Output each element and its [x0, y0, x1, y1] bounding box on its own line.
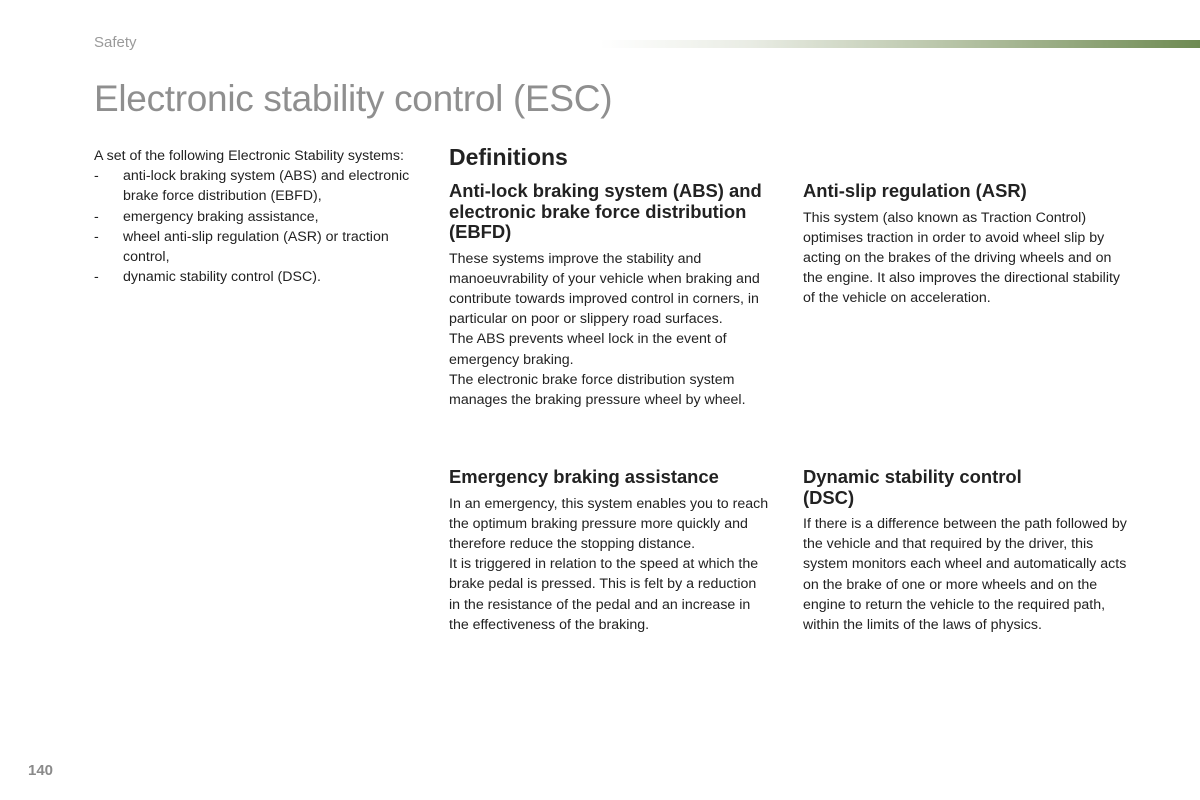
page-title: Electronic stability control (ESC)	[94, 78, 613, 119]
abs-paragraph: These systems improve the stability and manoeuvrability of your vehicle when braking and contribute towards improved control in corners, in particular on poor or slippery road surfaces.	[449, 250, 760, 328]
dsc-title: Dynamic stability control (DSC)	[803, 466, 1022, 508]
asr-definition	[803, 181, 1129, 309]
list-bullet: -	[94, 269, 99, 286]
list-item	[94, 267, 424, 287]
abs-paragraph: The electronic brake force distribution system manages the braking pressure wheel by wheel.	[449, 371, 746, 408]
abs-definition	[449, 181, 771, 410]
header-accent-bar	[600, 40, 1200, 48]
list-bullet: -	[94, 208, 99, 225]
section-label: Safety	[94, 34, 137, 51]
intro-column	[94, 146, 424, 287]
list-bullet: -	[94, 228, 99, 245]
list-item-text: dynamic stability control (DSC).	[123, 269, 321, 286]
abs-title: Anti-lock braking system (ABS) and electronic brake force distribution (EBFD)	[449, 180, 762, 242]
list-item	[94, 166, 424, 206]
abs-paragraph: The ABS prevents wheel lock in the event of emergency braking.	[449, 331, 727, 368]
dsc-paragraph: If there is a difference between the path followed by the vehicle and that required by the driver, this system monitors each wheel and automatically acts on the brake of one or more wheels and on the engine to return the vehicle to the required path, within the limits of the laws of physics.	[803, 516, 1127, 634]
asr-title: Anti-slip regulation (ASR)	[803, 180, 1027, 201]
dsc-definition	[803, 467, 1131, 635]
intro-lead: A set of the following Electronic Stability systems:	[94, 148, 404, 164]
eba-paragraph: It is triggered in relation to the speed at which the brake pedal is pressed. This is felt by a reduction in the resistance of the pedal and an increase in the effectiveness of the braking.	[449, 556, 759, 633]
page-number: 140	[28, 762, 54, 779]
list-item-text: wheel anti-slip regulation (ASR) or traction control,	[123, 228, 389, 266]
list-item-text: anti-lock braking system (ABS) and electronic brake force distribution (EBFD),	[123, 168, 410, 205]
list-bullet: -	[94, 168, 99, 185]
list-item	[94, 227, 424, 267]
system-list	[94, 166, 424, 287]
eba-title: Emergency braking assistance	[449, 466, 719, 487]
list-item	[94, 207, 424, 227]
eba-definition	[449, 467, 771, 635]
list-item-text: emergency braking assistance,	[123, 208, 319, 225]
eba-paragraph: In an emergency, this system enables you to reach the optimum braking pressure more quickly and therefore reduce the stopping distance.	[449, 495, 769, 552]
asr-paragraph: This system (also known as Traction Control) optimises traction in order to avoid wheel slip by acting on the brakes of the driving wheels and on the engine. It also improves the directional stability of the vehicle on acceleration.	[803, 209, 1121, 307]
definitions-heading: Definitions	[449, 144, 568, 170]
